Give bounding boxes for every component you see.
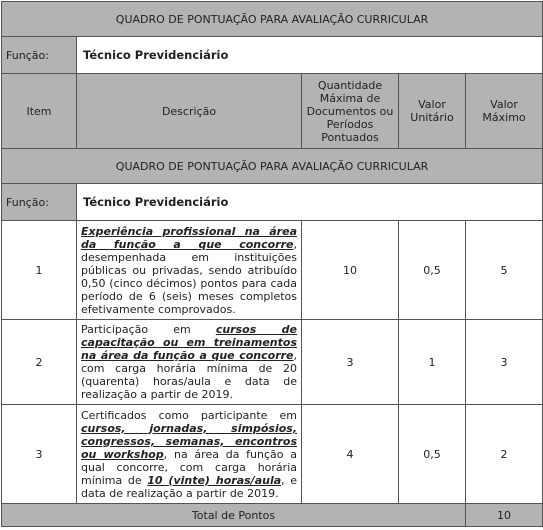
funcao-row: [2, 37, 543, 74]
desc-text: , na área da função a qual concorre, com carga horária mínima de: [81, 447, 297, 487]
desc-text: , desempenhada em instituições públicas ou privadas, sendo atribuído 0,50 (cinco décimos) pontos para cada período de 6 (seis) meses completos efetivamente comprovados.: [81, 237, 297, 316]
funcao-label-repeat: Função:: [2, 184, 77, 221]
row-valor-maximo: 5: [466, 221, 543, 320]
funcao-label: Função:: [2, 37, 77, 74]
pontuacao-table: [1, 1, 543, 527]
col-header-quantidade: Quantidade Máxima de Documentos ou Períodos Pontuados: [302, 74, 399, 149]
total-label: Total de Pontos: [2, 504, 466, 527]
row-quantidade: 3: [302, 320, 399, 405]
row-valor-unitario: 1: [399, 320, 466, 405]
table-row: [2, 320, 543, 405]
table-title-row-repeat: [2, 149, 543, 184]
col-header-item: Item: [2, 74, 77, 149]
row-valor-unitario: 0,5: [399, 221, 466, 320]
row-item: 2: [2, 320, 77, 405]
row-quantidade: 4: [302, 405, 399, 504]
desc-text: , e data de realização a partir de 2019.: [81, 473, 297, 500]
col-header-valor-maximo: Valor Máximo: [466, 74, 543, 149]
desc-emphasis: cursos de capacitação ou em treinamentos na área da função a que concorre: [81, 323, 298, 362]
row-descricao: [77, 405, 302, 504]
col-header-descricao: Descrição: [77, 74, 302, 149]
col-header-valor-unitario: Valor Unitário: [399, 74, 466, 149]
funcao-value: Técnico Previdenciário: [77, 37, 543, 74]
table-title-row: [2, 2, 543, 37]
row-descricao: [77, 221, 302, 320]
funcao-row-repeat: [2, 184, 543, 221]
table-row: [2, 221, 543, 320]
desc-text: , com carga horária mínima de 20 (quarenta) horas/aula e data de realização a partir de 2019.: [81, 349, 297, 401]
row-valor-maximo: 3: [466, 320, 543, 405]
desc-emphasis: cursos, jornadas, simpósios, congressos, semanas, encontros ou workshop: [81, 421, 297, 461]
row-descricao: [77, 320, 302, 405]
desc-text: Certificados como participante em: [81, 408, 297, 422]
row-valor-maximo: 2: [466, 405, 543, 504]
table-title: QUADRO DE PONTUAÇÃO PARA AVALIAÇÃO CURRICULAR: [2, 2, 543, 37]
column-header-row: [2, 74, 543, 149]
desc-emphasis: Experiência profissional na área da função a que concorre: [81, 224, 297, 251]
table-title-repeat: QUADRO DE PONTUAÇÃO PARA AVALIAÇÃO CURRICULAR: [2, 149, 543, 184]
desc-text: Participação em: [81, 323, 216, 336]
total-row: [2, 504, 543, 527]
row-item: 3: [2, 405, 77, 504]
desc-emphasis: 10 (vinte) horas/aula: [147, 473, 282, 487]
row-valor-unitario: 0,5: [399, 405, 466, 504]
row-item: 1: [2, 221, 77, 320]
row-quantidade: 10: [302, 221, 399, 320]
total-value: 10: [466, 504, 543, 527]
table-row: [2, 405, 543, 504]
funcao-value-repeat: Técnico Previdenciário: [77, 184, 543, 221]
